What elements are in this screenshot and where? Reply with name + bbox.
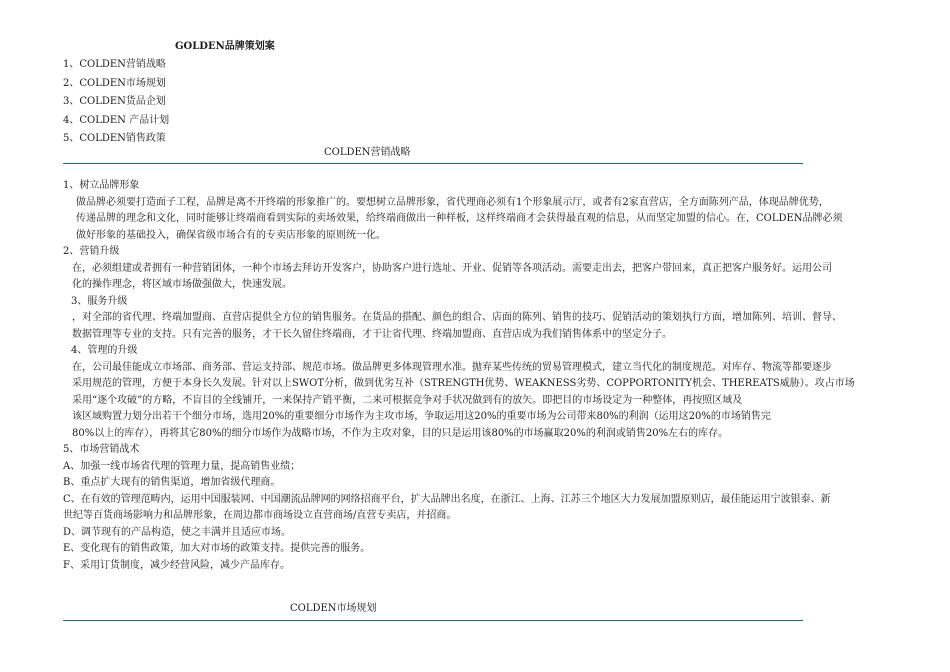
paragraph-line: 做品牌必须要打造面子工程，品牌是离不开终端的形象推广的。要想树立品牌形象，省代理商必须有1个形象展示厅，或者有2家直营店，全方面陈列产品，体现品牌优势， (76, 196, 829, 208)
paragraph-heading: 1、树立品牌形象 (63, 180, 140, 191)
list-item: 世纪等百货商场影响力和品牌形象，在周边都市商场设立直营商场/直营专卖店，并招商。 (63, 510, 457, 521)
toc-item: 1、COLDEN营销战略 (63, 59, 166, 70)
doc-title: GOLDEN品牌策划案 (175, 41, 275, 52)
table-of-contents (63, 56, 169, 149)
list-item: C、在有效的管理范畴内，运用中国服装网、中国潮流品牌网的网络招商平台，扩大品牌出名度，在浙江、上海、江苏三个地区大力发展加盟原则店，最佳能运用宁波银泰、新 (63, 493, 831, 505)
section-heading-marketing-strategy: COLDEN营销战略 (324, 147, 411, 158)
paragraph-heading: 3、服务升级 (71, 295, 128, 307)
paragraph-line: 采用规范的管理，方便于本身长久发展。针对以上SWOT分析，做到优劣互补（STRENGTH优势、WEAKNESS劣势、COPPORTONITY机会、THEREATS威胁）。攻占市场 (72, 378, 855, 389)
document-body (63, 178, 893, 574)
list-item: D、调节现有的产品构造，使之丰满并且适应市场。 (63, 526, 292, 538)
toc-item: 2、COLDEN市场规划 (63, 77, 166, 89)
toc-item: 5、COLDEN销售政策 (63, 133, 166, 144)
paragraph-line: ，对全部的省代理、终端加盟商、直营店提供全方位的销售服务。在货品的搭配、颜色的组合、店面的陈列、销售的技巧、促销活动的策划执行方面，增加陈列、培训、督导、 (72, 312, 842, 323)
paragraph-line: 做好形象的基础投入，确保省级市场合有的专卖店形象的原则统一化。 (76, 229, 386, 241)
section-divider (63, 163, 803, 164)
paragraph-line: 80%以上的库存），再将其它80%的细分市场作为战略市场，不作为主攻对象，目的只是运用该80%的市场赢取20%的利润或销售20%左右的库存。 (72, 427, 729, 439)
toc-item: 4、COLDEN 产品计划 (63, 114, 170, 126)
paragraph-line: 传递品牌的理念和文化，同时能够让终端商看到实际的卖场效果，给终端商做出一种样板，这样终端商才会获得最直观的信息，从而坚定加盟的信心。在，COLDEN品牌必须 (76, 213, 843, 224)
list-item: F、采用订货制度，减少经营风险，减少产品库存。 (63, 559, 290, 571)
paragraph-line: 数据管理等专业的支持。只有完善的服务，才干长久留住终端商，才干让省代理、终端加盟商、直营店成为我们销售体系中的坚定分子。 (72, 328, 672, 340)
paragraph-heading: 5、市场营销战术 (63, 444, 140, 455)
list-item: E、变化现有的销售政策，加大对市场的政策支持。提供完善的服务。 (63, 543, 371, 554)
paragraph-line: 采用“逐个攻破”的方略，不盲目的全线铺开，一来保持产销平衡，二来可根据竞争对手状况做到有的放矢。即把目的市场设定为一种整体，再按照区域及 (72, 394, 743, 406)
paragraph-heading: 4、管理的升级 (71, 345, 138, 356)
paragraph-line: 化的操作理念，将区域市场做强做大，快速发展。 (72, 279, 292, 290)
list-item: B、重点扩大现有的销售渠道，增加省级代理商。 (63, 477, 281, 488)
paragraph-line: 在，必须组建或者拥有一种营销团体，一种个市场去拜访开发客户，协助客户进行选址、开业、促销等各项活动。需要走出去，把客户带回来，真正把客户服务好。运用公司 (72, 262, 832, 274)
section-heading-market-planning: COLDEN市场规划 (290, 603, 377, 614)
paragraph-line: 该区域购置力划分出若干个细分市场，选用20%的重要细分市场作为主攻市场，争取运用这20%的重要市场为公司带来80%的利润（运用这20%的市场销售完 (72, 411, 771, 422)
paragraph-line: 在，公司最佳能成立市场部、商务部、营运支持部、规范市场。做品牌更多体现管理水准。抛弃某些传统的贸易管理模式，建立当代化的制度规范。对库存、物流等都要逐步 (72, 361, 832, 373)
toc-item: 3、COLDEN货品企划 (63, 96, 166, 107)
paragraph-heading: 2、营销升级 (63, 246, 120, 257)
list-item: A、加强一线市场省代理的管理力量，提高销售业绩； (63, 460, 301, 472)
section-divider (63, 620, 803, 621)
